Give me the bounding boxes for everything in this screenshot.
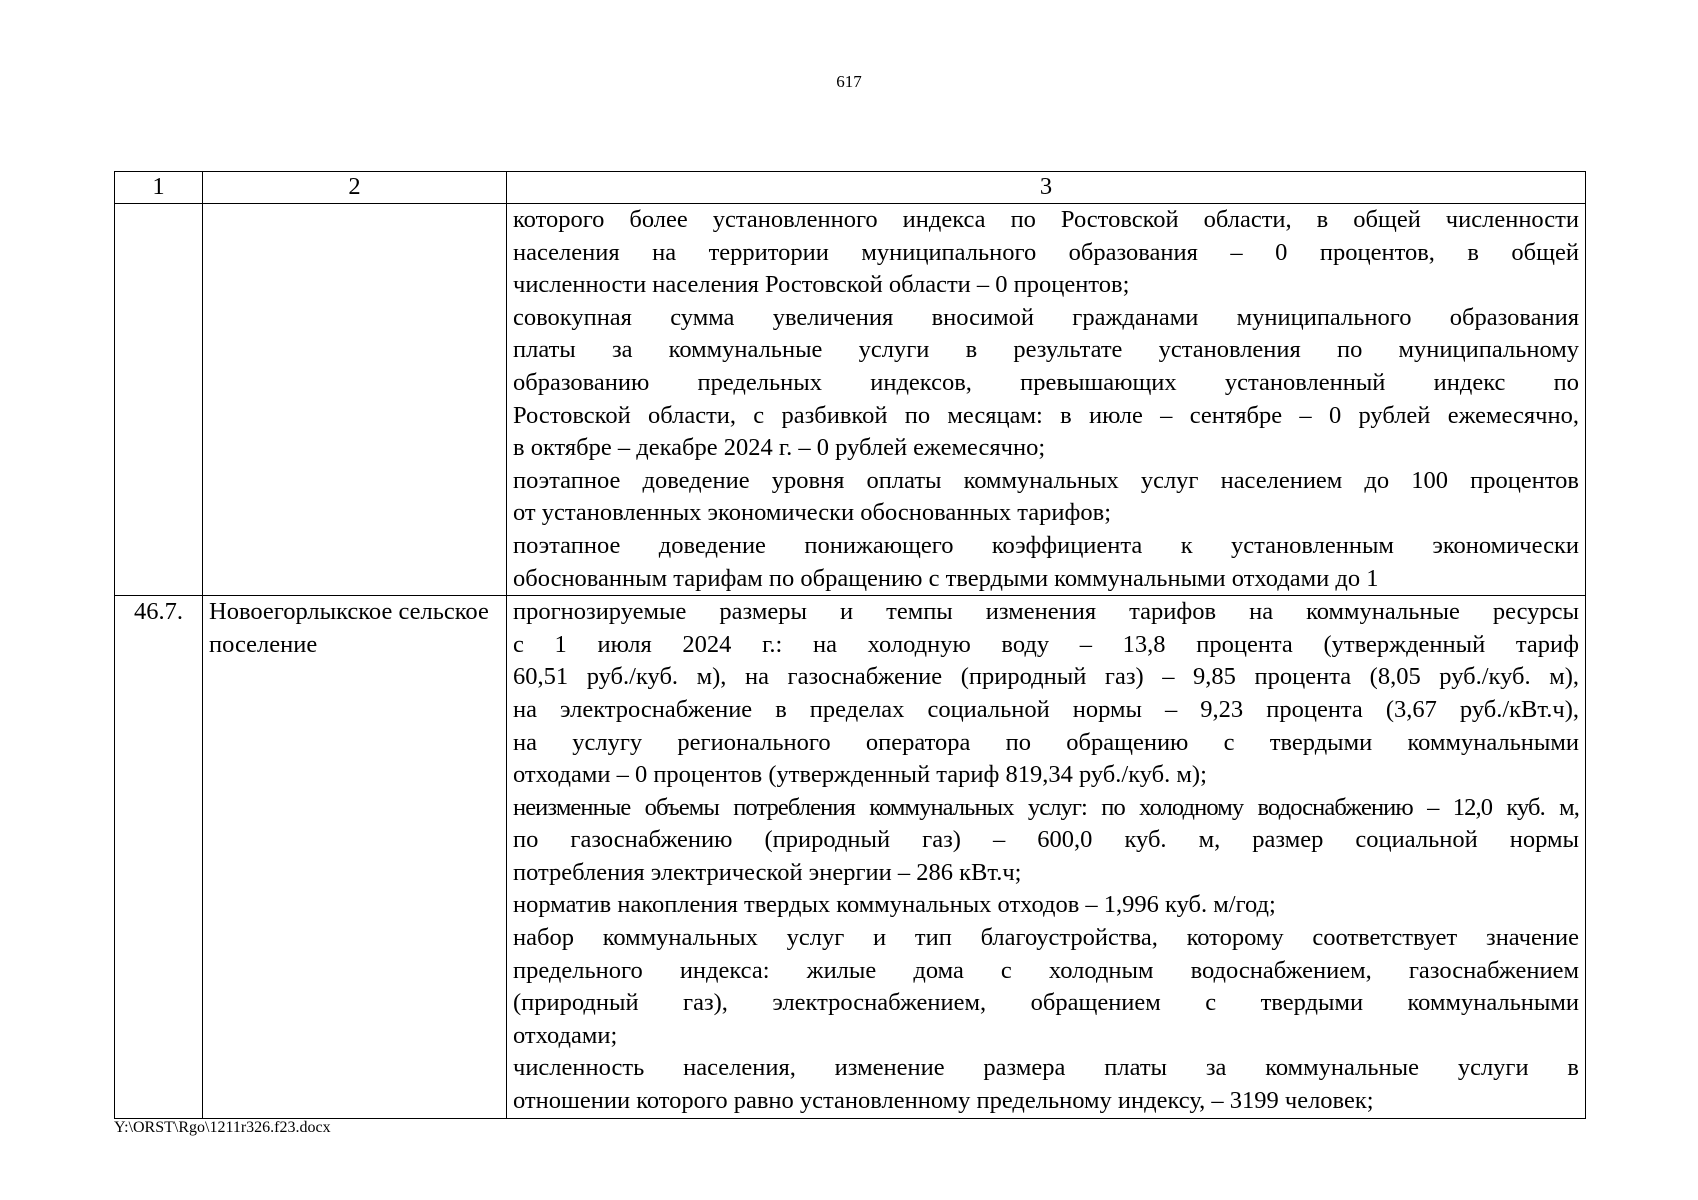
table-header-row xyxy=(115,172,1586,204)
text-line: норматив накопления твердых коммунальных отходов – 1,996 куб. м/год; xyxy=(513,891,1276,919)
text-line: Ростовской области, с разбивкой по месяцам: в июле – сентябре – 0 рублей ежемесячно, xyxy=(513,401,1579,429)
footer-file-path: Y:\ORST\Rgo\1211r326.f23.docx xyxy=(114,1119,331,1136)
text-line: прогнозируемые размеры и темпы изменения тарифов на коммунальные ресурсы xyxy=(513,598,1579,626)
text-line: отходами; xyxy=(513,1021,618,1049)
text-line: платы за коммунальные услуги в результате установления по муниципальному xyxy=(513,336,1579,364)
text-line: образованию предельных индексов, превышающих установленный индекс по xyxy=(513,368,1579,396)
text-line: поэтапное доведение понижающего коэффициента к установленным экономически xyxy=(513,531,1579,559)
text-line: поэтапное доведение уровня оплаты коммунальных услуг населением до 100 процентов xyxy=(513,466,1579,494)
row-number-cell: 46.7. xyxy=(115,596,203,1119)
column-header: 3 xyxy=(507,172,1586,204)
row-text-cell xyxy=(507,596,1586,1119)
text-line: по газоснабжению (природный газ) – 600,0 куб. м, размер социальной нормы xyxy=(513,826,1579,854)
text-line: населения на территории муниципального образования – 0 процентов, в общей xyxy=(513,238,1579,266)
text-line: (природный газ), электроснабжением, обращением с твердыми коммунальными xyxy=(513,989,1579,1017)
text-line: в октябре – декабре 2024 г. – 0 рублей ежемесячно; xyxy=(513,434,1046,462)
text-line: предельного индекса: жилые дома с холодным водоснабжением, газоснабжением xyxy=(513,956,1579,984)
text-line: набор коммунальных услуг и тип благоустройства, которому соответствует значение xyxy=(513,924,1579,952)
text-line: на услугу регионального оператора по обращению с твердыми коммунальными xyxy=(513,728,1579,756)
text-line: отношении которого равно установленному предельному индексу, – 3199 человек; xyxy=(513,1087,1374,1115)
text-line: потребления электрической энергии – 286 кВт.ч; xyxy=(513,858,1022,886)
column-header: 1 xyxy=(115,172,203,204)
table-row xyxy=(115,204,1586,596)
text-line: совокупная сумма увеличения вносимой гражданами муниципального образования xyxy=(513,303,1579,331)
text-line: обоснованным тарифам по обращению с твердыми коммунальными отходами до 1 xyxy=(513,564,1379,592)
text-line: численность населения, изменение размера платы за коммунальные услуги в xyxy=(513,1054,1579,1082)
text-line: 60,51 руб./куб. м), на газоснабжение (природный газ) – 9,85 процента (8,05 руб./куб. м), xyxy=(513,663,1579,691)
column-header: 2 xyxy=(203,172,507,204)
row-text-cell xyxy=(507,204,1586,596)
text-line: с 1 июля 2024 г.: на холодную воду – 13,8 процента (утвержденный тариф xyxy=(513,630,1579,658)
data-table xyxy=(114,171,1586,1119)
row-name-cell xyxy=(203,204,507,596)
text-line: численности населения Ростовской области – 0 процентов; xyxy=(513,271,1130,299)
text-line: отходами – 0 процентов (утвержденный тариф 819,34 руб./куб. м); xyxy=(513,761,1207,789)
text-line: неизменные объемы потребления коммунальных услуг: по холодному водоснабжению – 12,0 куб. м, xyxy=(513,793,1579,821)
text-line: на электроснабжение в пределах социальной нормы – 9,23 процента (3,67 руб./кВт.ч), xyxy=(513,695,1579,723)
page-number: 617 xyxy=(836,72,862,91)
text-line: которого более установленного индекса по Ростовской области, в общей численности xyxy=(513,206,1579,233)
row-name-cell: Новоегорлыкское сельское поселение xyxy=(203,596,507,1119)
table-row xyxy=(115,596,1586,1119)
row-number-cell xyxy=(115,204,203,596)
text-line: от установленных экономически обоснованных тарифов; xyxy=(513,499,1112,527)
